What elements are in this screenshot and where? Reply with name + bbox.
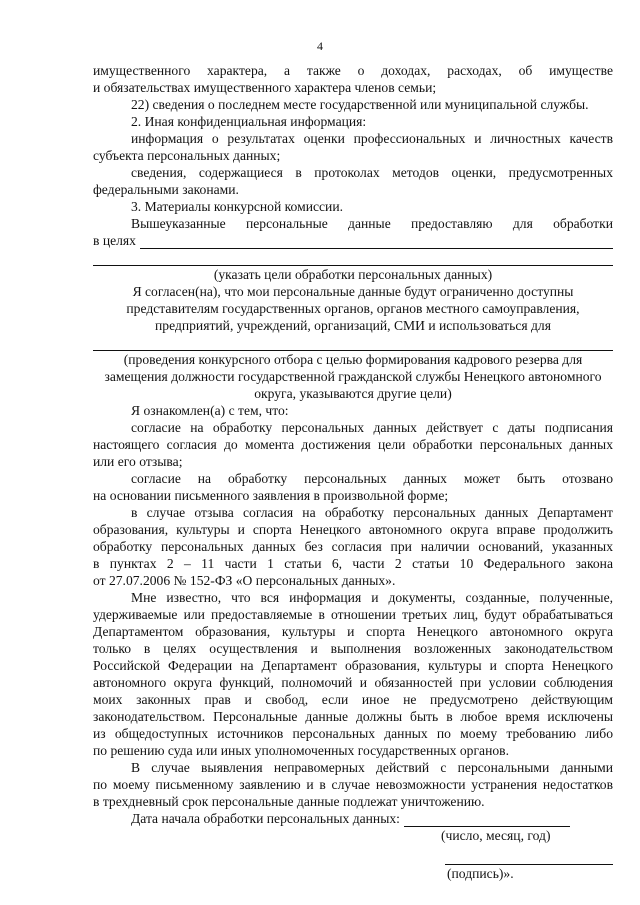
paragraph-line: В случае выявления неправомерных действий с персональными данными	[131, 760, 613, 775]
paragraph-line: предприятий, учреждений, организаций, СМИ и использоваться для	[155, 318, 551, 333]
paragraph-line: в случае отзыва согласия на обработку персональных данных Департамент	[131, 505, 613, 520]
paragraph-line: Я ознакомлен(а) с тем, что:	[131, 403, 289, 418]
paragraph-line: образования, культуры и спорта Ненецкого автономного округа вправе продолжить	[93, 522, 613, 537]
document-body	[93, 62, 613, 882]
purpose-blank-line-2	[93, 253, 613, 266]
paragraph-line: на основании письменного заявления в произвольной форме;	[93, 488, 449, 503]
signature-row	[93, 850, 613, 865]
caption: (подпись)».	[447, 866, 514, 881]
start-date-label: Дата начала обработки персональных данных:	[131, 811, 400, 826]
use-blank-line	[93, 338, 613, 351]
paragraph-line: по моему письменному заявлению и в случае невозможности устранения недостатков	[93, 777, 613, 792]
paragraph-line: обработку персональных данных без согласия при наличии оснований, указанных	[93, 539, 613, 554]
paragraph-line: 22) сведения о последнем месте государственной или муниципальной службы.	[131, 97, 589, 112]
caption: (число, месяц, год)	[441, 828, 551, 843]
paragraph-line: имущественного характера, а также о доходах, расходах, об имуществе	[93, 63, 613, 78]
start-date-blank-line	[404, 812, 570, 827]
paragraph-line: Вышеуказанные персональные данные предоставляю для обработки	[131, 216, 613, 231]
paragraph-line: федеральными законами.	[93, 182, 239, 197]
paragraph-line: от 27.07.2006 № 152-ФЗ «О персональных данных».	[93, 573, 396, 588]
paragraph-line: или его отзыва;	[93, 454, 183, 469]
paragraph-line: только в целях осуществления и выполнения возложенных законодательством	[93, 641, 613, 656]
page-number: 4	[317, 39, 323, 53]
paragraph-line: Я согласен(на), что мои персональные данные будут ограниченно доступны	[132, 284, 574, 299]
paragraph-line: Департаментом образования, культуры и спорта Ненецкого автономного округа	[93, 624, 613, 639]
paragraph-line: представителям государственных органов, органов местного самоуправления,	[126, 301, 580, 316]
paragraph-line: в трехдневный срок персональные данные подлежат уничтожению.	[93, 794, 485, 809]
caption: (проведения конкурсного отбора с целью формирования кадрового резерва для	[123, 352, 583, 367]
signature-blank-line	[445, 850, 613, 865]
paragraph-line: автономного округа функций, полномочий и обязанностей при условии соблюдения	[93, 675, 613, 690]
paragraph-line: 2. Иная конфиденциальная информация:	[131, 114, 367, 129]
paragraph-line: согласие на обработку персональных данных может быть отозвано	[131, 471, 613, 486]
paragraph-line: сведения, содержащиеся в протоколах методов оценки, предусмотренных	[131, 165, 613, 180]
paragraph-line: моих законных прав и свобод, если иное не предусмотрено действующим	[93, 692, 613, 707]
start-date-row	[93, 810, 613, 827]
paragraph-line: в целях	[93, 233, 136, 248]
caption: (указать цели обработки персональных данных)	[213, 267, 493, 282]
paragraph-line: и обязательствах имущественного характера членов семьи;	[93, 80, 437, 95]
paragraph-line: из общедоступных источников персональных данных по моему требованию либо	[93, 726, 613, 741]
caption: замещения должности государственной гражданской службы Ненецкого автономного	[104, 369, 602, 384]
paragraph-line: 3. Материалы конкурсной комиссии.	[131, 199, 343, 214]
paragraph-line: настоящего согласия до момента достижения цели обработки персональных данных	[93, 437, 613, 452]
purpose-row	[93, 232, 613, 249]
paragraph-line: субъекта персональных данных;	[93, 148, 281, 163]
paragraph-line: удерживаемые или предоставляемые в отношении третьих лиц, будут обрабатываться	[93, 607, 613, 622]
paragraph-line: по решению суда или иных уполномоченных государственных органов.	[93, 743, 509, 758]
paragraph-line: информация о результатах оценки профессиональных и личностных качеств	[131, 131, 613, 146]
paragraph-line: Российской Федерации на Департамент образования, культуры и спорта Ненецкого	[93, 658, 613, 673]
paragraph-line: в пунктах 2 – 11 части 1 статьи 6, части 2 статьи 10 Федерального закона	[93, 556, 613, 571]
caption: округа, указываются другие цели)	[254, 386, 452, 401]
paragraph-line: согласие на обработку персональных данных действует с даты подписания	[131, 420, 613, 435]
purpose-blank-line	[140, 236, 613, 249]
paragraph-line: законодательством. Персональные данные должны быть в любое время исключены	[93, 709, 613, 724]
paragraph-line: Мне известно, что вся информация и документы, созданные, полученные,	[131, 590, 613, 605]
